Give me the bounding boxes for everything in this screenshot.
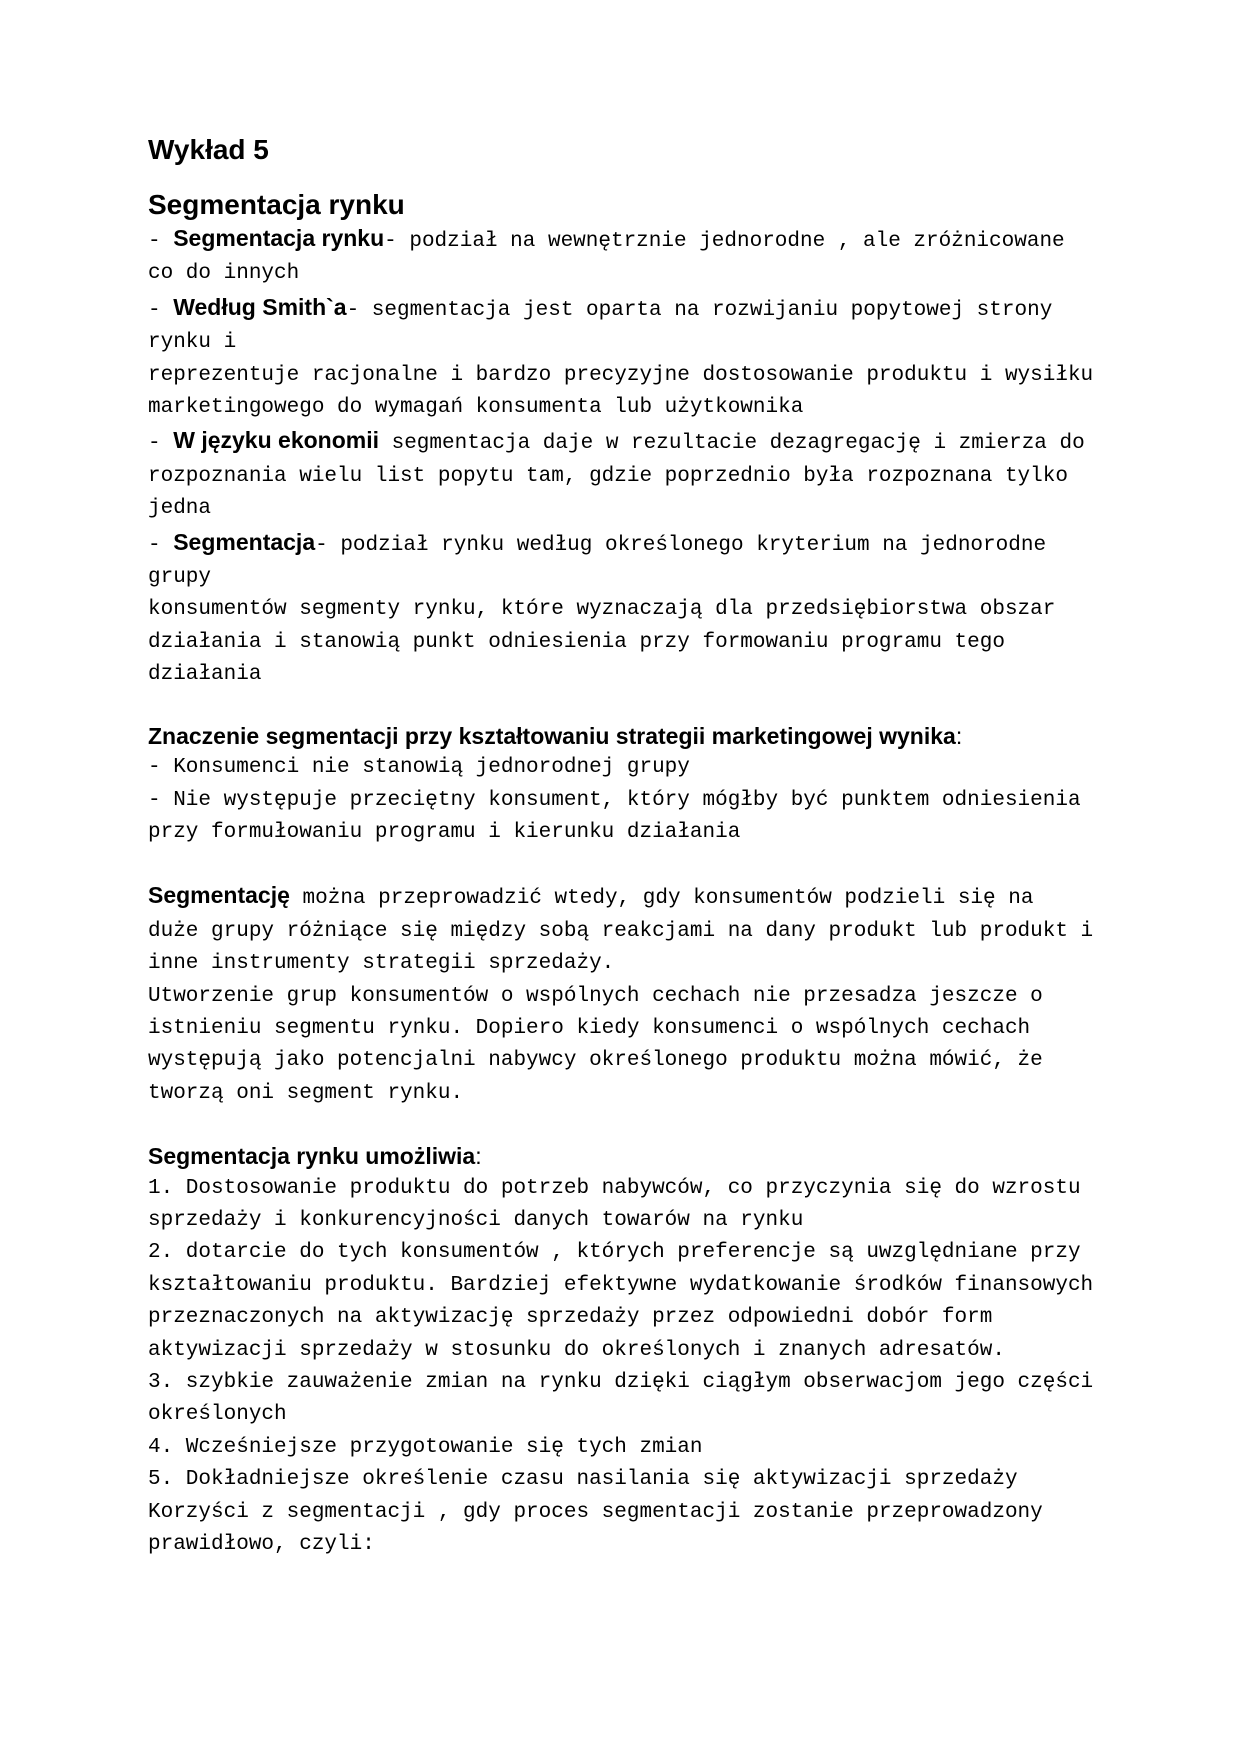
definition-line: rozpoznania wielu list popytu tam, gdzie poprzednio była rozpoznana tylko xyxy=(148,464,1068,488)
list-line: 1. Dostosowanie produktu do potrzeb nabywców, co przyczynia się do wzrostu xyxy=(148,1176,1081,1200)
list-line: przeznaczonych na aktywizację sprzedaży przez odpowiedni dobór form xyxy=(148,1306,993,1330)
list-line: aktywizacji sprzedaży w stosunku do określonych i znanych adresatów. xyxy=(148,1338,1005,1362)
section-heading-segmentation: Segmentacja rynku xyxy=(148,189,405,220)
spacer xyxy=(148,849,1108,879)
paragraph-line: tworzą oni segment rynku. xyxy=(148,1081,464,1105)
definition-term: W języku ekonomii xyxy=(173,427,379,454)
definition-term: Segmentacja xyxy=(173,528,316,555)
paragraph-line: - Nie występuje przeciętny konsument, który mógłby być punktem odniesienia xyxy=(148,788,1081,812)
definition-line: działania xyxy=(148,663,262,687)
paragraph-line: przy formułowaniu programu i kierunku działania xyxy=(148,820,741,844)
list-line: 2. dotarcie do tych konsumentów , których preferencje są uwzględniane przy xyxy=(148,1241,1081,1265)
paragraph-line: Segmentację można przeprowadzić wtedy, gdy konsumentów podzieli się na xyxy=(148,882,1034,911)
definition-line: - Segmentacja- podział rynku według określonego kryterium na jednorodne xyxy=(148,528,1047,557)
list-line: prawidłowo, czyli: xyxy=(148,1533,375,1557)
definition-line: reprezentuje racjonalne i bardzo precyzyjne dostosowanie produktu i wysiłku xyxy=(148,363,1094,387)
spacer xyxy=(148,1110,1108,1140)
section-heading-enables: Segmentacja rynku umożliwia: xyxy=(148,1143,482,1170)
definition-line: marketingowego do wymagań konsumenta lub użytkownika xyxy=(148,396,804,420)
definition-line: - Według Smith`a- segmentacja jest oparta na rozwijaniu popytowej strony xyxy=(148,293,1053,322)
spacer xyxy=(148,692,1108,720)
definition-line: działania i stanowią punkt odniesienia przy formowaniu programu tego xyxy=(148,630,1005,654)
document-page xyxy=(148,130,1108,1561)
paragraph-line: istnieniu segmentu rynku. Dopiero kiedy konsumenci o wspólnych cechach xyxy=(148,1016,1031,1040)
section-heading-importance: Znaczenie segmentacji przy kształtowaniu strategii marketingowej wynika: xyxy=(148,722,963,749)
list-line: 3. szybkie zauważenie zmian na rynku dzięki ciągłym obserwacjom jego części xyxy=(148,1371,1094,1394)
paragraph-line: inne instrumenty strategii sprzedaży. xyxy=(148,952,615,976)
list-line: określonych xyxy=(148,1403,287,1427)
paragraph-term: Segmentację xyxy=(148,882,290,909)
list-line: Korzyści z segmentacji , gdy proces segmentacji zostanie przeprowadzony xyxy=(148,1500,1043,1524)
definition-line: jedna xyxy=(148,497,212,521)
list-line: 5. Dokładniejsze określenie czasu nasilania się aktywizacji sprzedaży xyxy=(148,1468,1018,1492)
definition-term: Segmentacja rynku xyxy=(173,225,385,251)
definition-line: rynku i xyxy=(148,331,237,355)
list-line: sprzedaży i konkurencyjności danych towarów na rynku xyxy=(148,1208,804,1232)
paragraph-line: występują jako potencjalni nabywcy określonego produktu można mówić, że xyxy=(148,1049,1043,1073)
definition-line: co do innych xyxy=(148,262,300,286)
definition-term: Według Smith`a xyxy=(173,293,347,320)
lecture-title: Wykład 5 xyxy=(148,134,269,165)
paragraph-line: Utworzenie grup konsumentów o wspólnych cechach nie przesadza jeszcze o xyxy=(148,984,1043,1008)
definition-line: grupy xyxy=(148,566,212,590)
definition-line: - W języku ekonomii segmentacja daje w rezultacie dezagregację i zmierza do xyxy=(148,427,1085,456)
definition-line: konsumentów segmenty rynku, które wyznaczają dla przedsiębiorstwa obszar xyxy=(148,598,1056,622)
definition-line: - Segmentacja rynku- podział na wewnętrznie jednorodne , ale zróżnicowane xyxy=(148,225,1065,253)
list-line: 4. Wcześniejsze przygotowanie się tych zmian xyxy=(148,1435,703,1459)
paragraph-line: duże grupy różniące się między sobą reakcjami na dany produkt lub produkt i xyxy=(148,919,1094,943)
list-line: kształtowaniu produktu. Bardziej efektywne wydatkowanie środków finansowych xyxy=(148,1273,1094,1297)
paragraph-line: - Konsumenci nie stanowią jednorodnej grupy xyxy=(148,756,690,780)
